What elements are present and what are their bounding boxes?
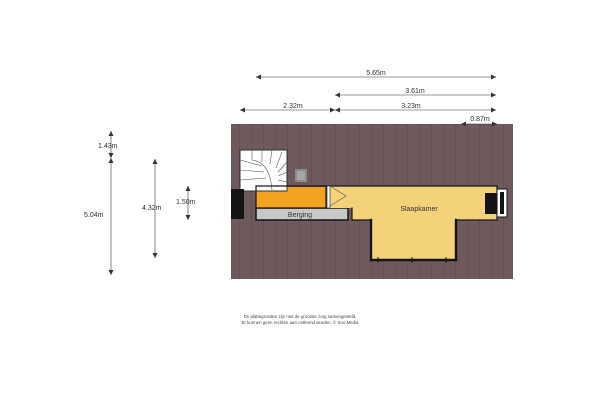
dormer-window-left bbox=[231, 189, 244, 219]
room-label-bedroom: Slaapkamer bbox=[400, 206, 438, 213]
partition-wall bbox=[327, 186, 330, 208]
chimney-top bbox=[297, 171, 305, 180]
disclaimer-line-2: Er kunnen geen rechten aan ontleend worden. © Soo Media bbox=[241, 320, 359, 325]
dim-label-right-width: 3.23m bbox=[401, 103, 421, 110]
room-label-storage: Berging bbox=[287, 212, 313, 219]
dim-label-top-height: 1.43m bbox=[98, 143, 118, 150]
dim-label-middle-height: 4.32m bbox=[142, 205, 162, 212]
top-dimensions bbox=[240, 75, 497, 127]
dim-label-small-width: 0.87m bbox=[470, 116, 490, 123]
disclaimer-line-1: De plattegronden zijn met de grootste zorg samengesteld. bbox=[243, 314, 357, 319]
dim-label-left-width: 2.32m bbox=[283, 103, 303, 110]
dormer-window-right bbox=[485, 193, 497, 214]
dim-label-bedroom-width: 3.61m bbox=[405, 88, 425, 95]
dim-label-small-height: 1.50m bbox=[176, 199, 196, 206]
dim-label-total-height: 5.04m bbox=[84, 212, 104, 219]
window-pane-right bbox=[500, 192, 504, 214]
dim-label-total-width: 5.65m bbox=[366, 70, 386, 77]
